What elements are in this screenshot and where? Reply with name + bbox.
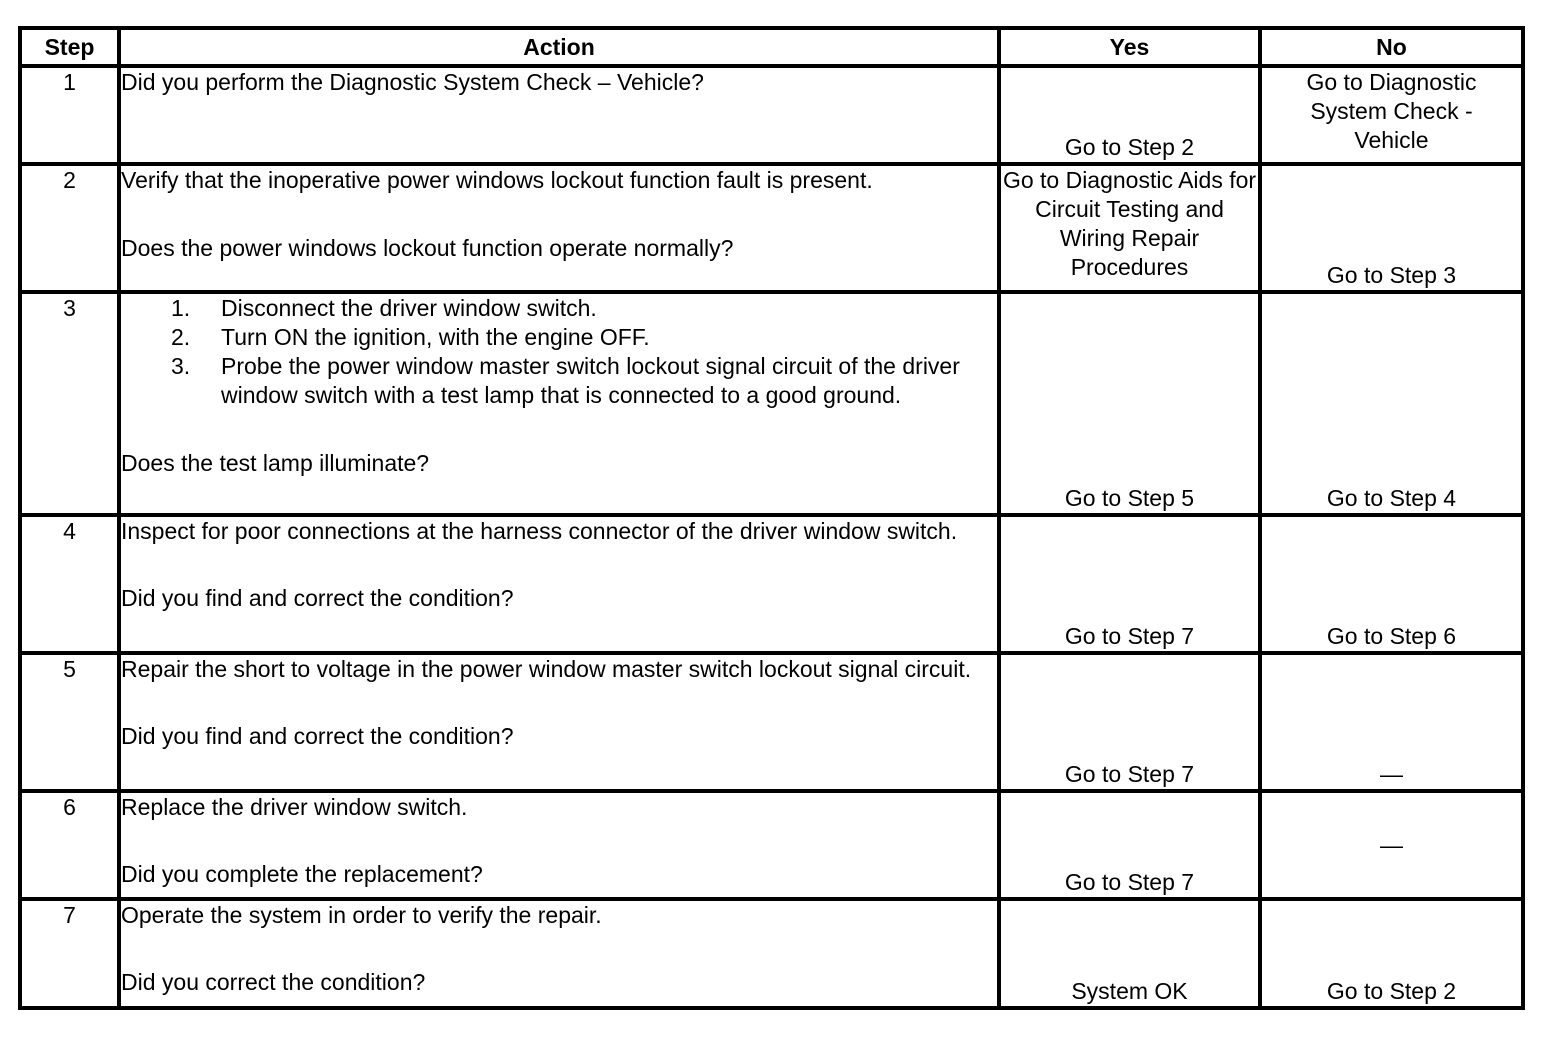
list-item-text: Disconnect the driver window switch. [221,295,597,321]
list-item-number: 1. [171,295,191,321]
header-no: No [1260,28,1523,66]
no-cell [1260,791,1523,899]
action-cell [119,899,999,1008]
table-row [20,292,1523,515]
step-number: 1 [20,66,119,164]
yes-cell [999,653,1260,791]
yes-text: System OK [1071,978,1188,1004]
list-item [171,352,997,410]
question-text: Does the test lamp illuminate? [121,450,430,476]
no-cell [1260,66,1523,164]
table-row [20,66,1523,164]
yes-text: Go to Step 7 [1064,623,1195,649]
action-text: Replace the driver window switch. [121,794,468,820]
header-step: Step [20,28,119,66]
no-cell [1260,899,1523,1008]
step-number: 3 [20,292,119,515]
list-item [171,294,997,323]
question-text: Did you find and correct the condition? [121,585,514,611]
action-text: Verify that the inoperative power windows lockout function fault is present. [121,167,873,193]
header-yes: Yes [999,28,1260,66]
yes-text: Go to Step 5 [1064,485,1195,511]
yes-cell [999,899,1260,1008]
table-row [20,899,1523,1008]
procedure-list [121,294,997,410]
action-cell [119,66,999,164]
action-cell [119,515,999,653]
no-text: Go to Step 6 [1326,623,1457,649]
table-row [20,515,1523,653]
step-number: 2 [20,164,119,292]
yes-text: Go to Step 7 [1064,869,1195,895]
yes-cell [999,791,1260,899]
table-row [20,164,1523,292]
yes-cell [999,515,1260,653]
list-item-text: Probe the power window master switch lockout signal circuit of the driver window switch with a test lamp that is connected to a good ground. [221,353,960,408]
action-text: Did you perform the Diagnostic System Check – Vehicle? [121,69,704,95]
no-text: Go to Step 4 [1326,485,1457,511]
table-row [20,791,1523,899]
no-text: Go to Step 3 [1326,262,1457,288]
question-text: Did you correct the condition? [121,969,426,995]
no-text: Go to Diagnostic System Check - Vehicle [1306,69,1477,153]
list-item-text: Turn ON the ignition, with the engine OFF. [221,324,650,350]
step-number: 6 [20,791,119,899]
question-text: Does the power windows lockout function operate normally? [121,235,734,261]
header-row [20,28,1523,66]
action-text: Inspect for poor connections at the harness connector of the driver window switch. [121,518,958,544]
action-cell [119,791,999,899]
yes-cell [999,66,1260,164]
question-text: Did you complete the replacement? [121,861,483,887]
no-cell [1260,653,1523,791]
question-text: Did you find and correct the condition? [121,723,514,749]
action-cell [119,653,999,791]
no-text: Go to Step 2 [1326,978,1457,1004]
list-item-number: 3. [171,353,191,379]
no-cell [1260,515,1523,653]
no-cell [1260,164,1523,292]
action-cell [119,292,999,515]
header-action: Action [119,28,999,66]
no-cell [1260,292,1523,515]
table-row [20,653,1523,791]
action-text: Operate the system in order to verify the repair. [121,902,602,928]
yes-text: Go to Step 7 [1064,761,1195,787]
yes-cell [999,292,1260,515]
list-item-number: 2. [171,324,191,350]
step-number: 7 [20,899,119,1008]
yes-text: Go to Step 2 [1064,134,1195,160]
no-text: — [1380,761,1403,787]
diagnostic-table [18,26,1525,1010]
list-item [171,323,997,352]
action-cell [119,164,999,292]
yes-text: Go to Diagnostic Aids for Circuit Testing and Wiring Repair Procedures [1002,167,1257,280]
action-text: Repair the short to voltage in the power window master switch lockout signal circuit. [121,656,972,682]
step-number: 5 [20,653,119,791]
no-text: — [1380,831,1403,858]
yes-cell [999,164,1260,292]
step-number: 4 [20,515,119,653]
